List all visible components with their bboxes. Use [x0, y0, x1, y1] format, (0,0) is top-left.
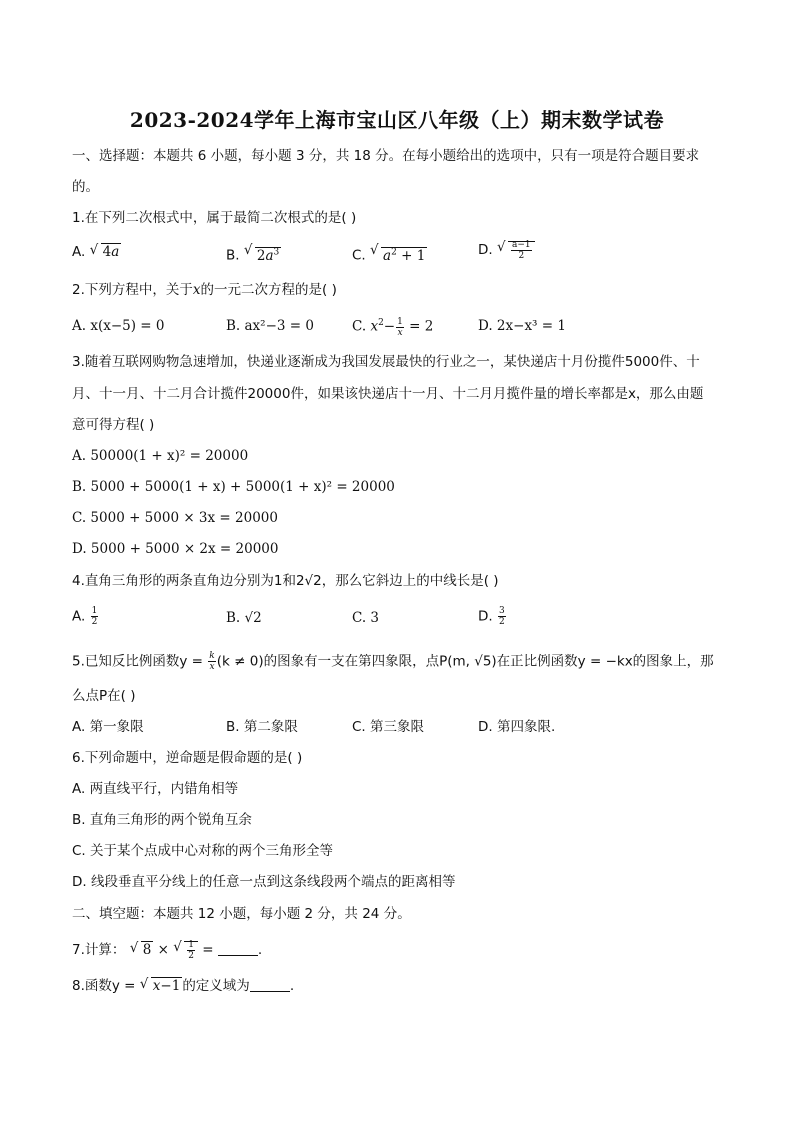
q1-option-c-label: C.	[352, 247, 366, 264]
q5-fraction: $\frac{k}{x}$	[209, 651, 215, 672]
q4-option-a-label: A.	[72, 608, 86, 625]
q1-option-a	[72, 243, 121, 261]
q2-option-c-label: C.	[352, 318, 367, 335]
q8-answer-blank[interactable]	[250, 979, 290, 992]
q8-stem-end: .	[289, 978, 295, 994]
q8-sqrt: √ x−1	[140, 977, 183, 995]
q4-option-d: D. $\frac{3}{2}$	[478, 606, 505, 627]
q2-option-a: A. x(x−5) = 0	[72, 318, 165, 334]
q7-answer-blank[interactable]	[218, 943, 258, 956]
q6-option-b: B. 直角三角形的两个锐角互余	[72, 812, 252, 828]
q4-option-b: B. √2	[226, 610, 262, 626]
q6-option-a: A. 两直线平行，内错角相等	[72, 781, 239, 797]
q6-option-c: C. 关于某个点成中心对称的两个三角形全等	[72, 843, 334, 859]
q4-option-d-label: D.	[478, 608, 493, 625]
page-title: 2023-2024学年上海市宝山区八年级（上）期末数学试卷	[129, 108, 665, 132]
q3-option-a: A. 50000(1 + x)² = 20000	[72, 448, 249, 464]
q5-stem-line1	[72, 651, 714, 672]
q5-stem-pre: 5.已知反比例函数y =	[72, 653, 203, 670]
q1-option-a-math: √ 4a	[90, 243, 122, 261]
q1-stem: 1.在下列二次根式中，属于最简二次根式的是( )	[72, 210, 357, 226]
q3-stem-line2: 月、十一月、十二月合计揽件20000件，如果该快递店十一月、十二月月揽件量的增长率都是x，那么由题	[72, 386, 704, 402]
q8-stem-post: 的定义域为	[182, 978, 250, 994]
q1-option-d-math: √ $\frac{a-1}{2}$	[497, 240, 535, 261]
q8-stem-pre: 8.函数y =	[72, 978, 136, 994]
q3-stem-line1: 3.随着互联网购物急速增加，快递业逐渐成为我国发展最快的行业之一，某快递店十月份揽件5000件、十	[72, 354, 700, 370]
section-1-header-line1: 一、选择题：本题共 6 小题，每小题 3 分，共 18 分。在每小题给出的选项中，只有一项是符合题目要求	[72, 148, 700, 164]
q4-option-a: A. $\frac{1}{2}$	[72, 606, 98, 627]
q3-option-b: B. 5000 + 5000(1 + x) + 5000(1 + x)² = 20000	[72, 479, 395, 495]
q7-stem-post: .	[257, 942, 263, 958]
q2-option-b: B. ax²−3 = 0	[226, 318, 314, 334]
q7-sqrt-half: √ $\frac{1}{2}$	[173, 940, 198, 961]
q7-stem-pre: 7.计算：	[72, 942, 126, 958]
q5-option-a: A. 第一象限	[72, 719, 144, 735]
q7-sqrt-8: √ 8	[130, 941, 154, 959]
q5-stem-post: (k ≠ 0)的图象有一支在第四象限，点P(m, √5)在正比例函数y = −kx的图象上，那	[216, 653, 714, 670]
q1-option-b-label: B.	[226, 247, 240, 264]
q4-stem: 4.直角三角形的两条直角边分别为1和2√2，那么它斜边上的中线长是( )	[72, 573, 499, 589]
q2-option-c: C. $x^2-$ $\frac{1}{x}$ = 2	[352, 316, 434, 338]
q3-option-d: D. 5000 + 5000 × 2x = 20000	[72, 541, 279, 557]
q1-option-b-math: √ $2a^3$	[244, 243, 281, 265]
q1-option-d-label: D.	[478, 242, 493, 258]
q2-stem-pre: 2.下列方程中，关于	[72, 282, 193, 298]
q1-option-c	[352, 243, 427, 265]
q1-option-c-math: √ $a^2 + 1$	[370, 243, 427, 265]
q3-stem-line3: 意可得方程( )	[72, 417, 155, 433]
q2-stem-post: 的一元二次方程的是( )	[200, 282, 337, 298]
q1-option-a-label: A.	[72, 244, 86, 260]
q6-option-d: D. 线段垂直平分线上的任意一点到这条线段两个端点的距离相等	[72, 874, 456, 890]
q5-stem-line2: 么点P在( )	[72, 688, 136, 704]
q5-option-c: C. 第三象限	[352, 719, 425, 735]
section-1-header-line2: 的。	[72, 179, 99, 195]
q3-option-c: C. 5000 + 5000 × 3x = 20000	[72, 510, 278, 526]
q7-stem: 7.计算： √ 8 × √ $\frac{1}{2}$ = .	[72, 940, 262, 961]
q1-option-d	[478, 240, 535, 261]
q8-stem	[72, 977, 294, 995]
q2-stem	[72, 281, 337, 299]
q5-option-d: D. 第四象限.	[478, 719, 556, 735]
q2-option-d: D. 2x−x³ = 1	[478, 318, 566, 334]
q6-stem: 6.下列命题中，逆命题是假命题的是( )	[72, 750, 303, 766]
section-2-header: 二、填空题：本题共 12 小题，每小题 2 分，共 24 分。	[72, 906, 411, 922]
q4-option-c: C. 3	[352, 610, 380, 626]
q5-option-b: B. 第二象限	[226, 719, 298, 735]
q2-stem-var: x	[192, 282, 201, 298]
q1-option-b	[226, 243, 281, 265]
